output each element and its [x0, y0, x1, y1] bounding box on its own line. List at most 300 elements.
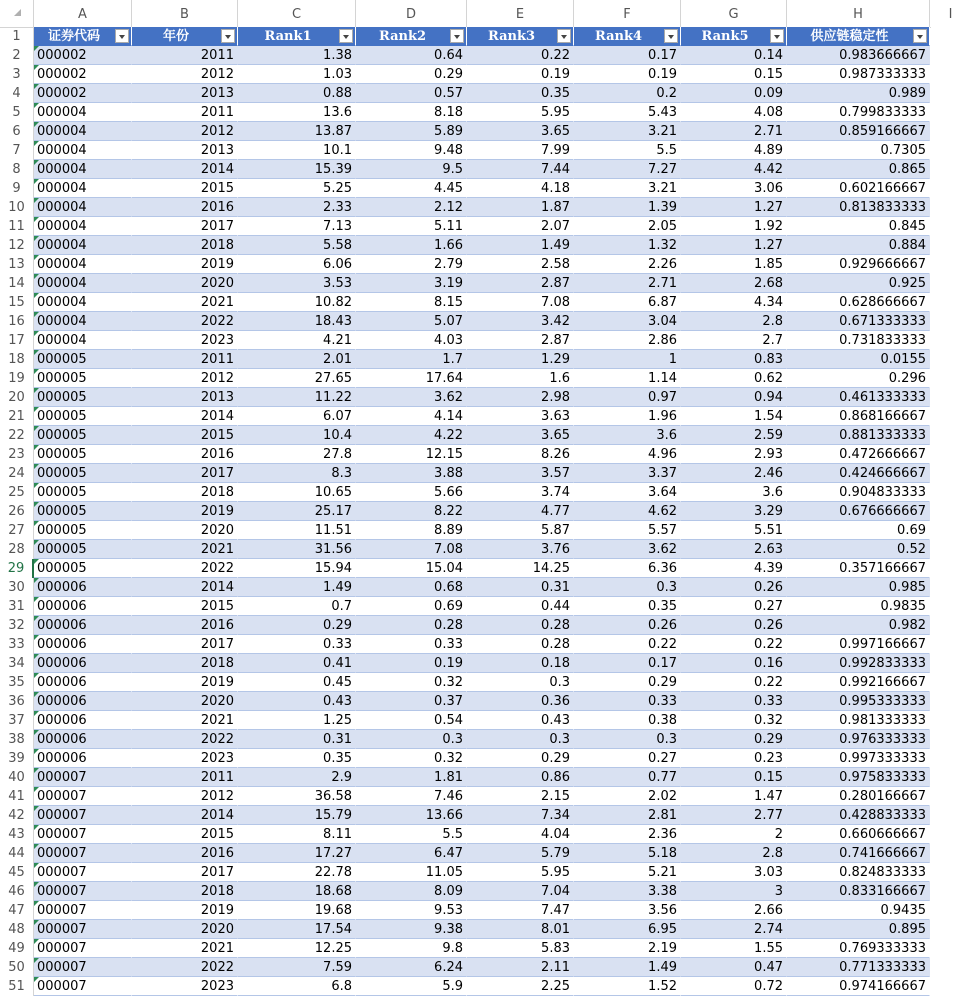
- table-cell[interactable]: 27.65: [238, 369, 356, 388]
- table-cell[interactable]: 7.46: [356, 787, 467, 806]
- table-cell[interactable]: 0.9435: [787, 901, 930, 920]
- table-cell[interactable]: 5.79: [467, 844, 574, 863]
- table-cell[interactable]: 0.35: [467, 84, 574, 103]
- table-cell[interactable]: 2.58: [467, 255, 574, 274]
- filter-dropdown-icon[interactable]: [450, 29, 464, 43]
- table-cell[interactable]: 0.280166667: [787, 787, 930, 806]
- table-cell[interactable]: 2017: [132, 217, 238, 236]
- table-cell[interactable]: 1.96: [574, 407, 681, 426]
- table-cell[interactable]: 0.86: [467, 768, 574, 787]
- table-cell[interactable]: 2.63: [681, 540, 787, 559]
- table-cell[interactable]: 4.42: [681, 160, 787, 179]
- table-cell[interactable]: 0.38: [574, 711, 681, 730]
- table-cell[interactable]: 2023: [132, 749, 238, 768]
- table-cell[interactable]: 0.628666667: [787, 293, 930, 312]
- table-cell[interactable]: 2022: [132, 559, 238, 578]
- table-cell[interactable]: 3.57: [467, 464, 574, 483]
- table-cell[interactable]: 2.87: [467, 274, 574, 293]
- table-cell[interactable]: 3.65: [467, 122, 574, 141]
- row-header[interactable]: 6: [0, 122, 34, 141]
- table-cell[interactable]: 4.62: [574, 502, 681, 521]
- stock-code-cell[interactable]: 000006: [34, 597, 132, 616]
- table-cell[interactable]: 15.94: [238, 559, 356, 578]
- table-cell[interactable]: 5.9: [356, 977, 467, 996]
- table-cell[interactable]: 0.22: [467, 46, 574, 65]
- table-cell[interactable]: 2021: [132, 939, 238, 958]
- table-cell[interactable]: 12.15: [356, 445, 467, 464]
- table-cell[interactable]: 2023: [132, 977, 238, 996]
- table-cell[interactable]: 18.68: [238, 882, 356, 901]
- row-header[interactable]: 9: [0, 179, 34, 198]
- table-cell[interactable]: 2.33: [238, 198, 356, 217]
- stock-code-cell[interactable]: 000007: [34, 787, 132, 806]
- table-cell[interactable]: 3.56: [574, 901, 681, 920]
- table-cell[interactable]: 3.37: [574, 464, 681, 483]
- stock-code-cell[interactable]: 000004: [34, 198, 132, 217]
- table-cell[interactable]: 5.07: [356, 312, 467, 331]
- table-cell[interactable]: 3.03: [681, 863, 787, 882]
- table-cell[interactable]: 1.92: [681, 217, 787, 236]
- filter-dropdown-icon[interactable]: [221, 29, 235, 43]
- table-cell[interactable]: 1.49: [238, 578, 356, 597]
- stock-code-cell[interactable]: 000005: [34, 350, 132, 369]
- table-cell[interactable]: 2.07: [467, 217, 574, 236]
- table-cell[interactable]: 2014: [132, 407, 238, 426]
- table-cell[interactable]: 2015: [132, 426, 238, 445]
- table-cell[interactable]: 3.21: [574, 179, 681, 198]
- filter-dropdown-icon[interactable]: [115, 29, 129, 43]
- table-cell[interactable]: 0.36: [467, 692, 574, 711]
- table-cell[interactable]: 0.19: [356, 654, 467, 673]
- table-cell[interactable]: 8.3: [238, 464, 356, 483]
- table-cell[interactable]: 2015: [132, 597, 238, 616]
- stock-code-cell[interactable]: 000005: [34, 464, 132, 483]
- table-cell[interactable]: 2011: [132, 46, 238, 65]
- table-cell[interactable]: 7.44: [467, 160, 574, 179]
- table-cell[interactable]: 0.31: [238, 730, 356, 749]
- row-header[interactable]: 29: [0, 559, 34, 578]
- stock-code-cell[interactable]: 000005: [34, 369, 132, 388]
- column-header-g[interactable]: G: [681, 0, 787, 27]
- table-cell[interactable]: 0.97: [574, 388, 681, 407]
- row-header[interactable]: 14: [0, 274, 34, 293]
- table-cell[interactable]: 2019: [132, 502, 238, 521]
- table-cell[interactable]: 9.53: [356, 901, 467, 920]
- table-cell[interactable]: 2022: [132, 730, 238, 749]
- table-cell[interactable]: 5.5: [574, 141, 681, 160]
- table-cell[interactable]: 18.43: [238, 312, 356, 331]
- table-cell[interactable]: 0.995333333: [787, 692, 930, 711]
- stock-code-cell[interactable]: 000004: [34, 103, 132, 122]
- row-header[interactable]: 7: [0, 141, 34, 160]
- stock-code-cell[interactable]: 000007: [34, 806, 132, 825]
- stock-code-cell[interactable]: 000004: [34, 255, 132, 274]
- table-cell[interactable]: 2.02: [574, 787, 681, 806]
- table-cell[interactable]: 0.602166667: [787, 179, 930, 198]
- table-cell[interactable]: 2015: [132, 179, 238, 198]
- table-cell[interactable]: 1.54: [681, 407, 787, 426]
- stock-code-cell[interactable]: 000005: [34, 502, 132, 521]
- table-cell[interactable]: 0.52: [787, 540, 930, 559]
- stock-code-cell[interactable]: 000005: [34, 559, 132, 578]
- table-cell[interactable]: 2.46: [681, 464, 787, 483]
- table-cell[interactable]: 4.22: [356, 426, 467, 445]
- row-header[interactable]: 37: [0, 711, 34, 730]
- table-cell[interactable]: 5.95: [467, 863, 574, 882]
- table-cell[interactable]: 2016: [132, 198, 238, 217]
- table-cell[interactable]: 0.974166667: [787, 977, 930, 996]
- row-header[interactable]: 3: [0, 65, 34, 84]
- table-cell[interactable]: 0.296: [787, 369, 930, 388]
- table-cell[interactable]: 0.799833333: [787, 103, 930, 122]
- table-cell[interactable]: 36.58: [238, 787, 356, 806]
- table-cell[interactable]: 1.55: [681, 939, 787, 958]
- table-header-cell[interactable]: [467, 27, 574, 46]
- table-cell[interactable]: 7.13: [238, 217, 356, 236]
- table-cell[interactable]: 0.7: [238, 597, 356, 616]
- table-cell[interactable]: 12.25: [238, 939, 356, 958]
- table-cell[interactable]: 0.54: [356, 711, 467, 730]
- table-cell[interactable]: 3.62: [356, 388, 467, 407]
- table-cell[interactable]: 5.43: [574, 103, 681, 122]
- table-cell[interactable]: 6.47: [356, 844, 467, 863]
- table-cell[interactable]: 2016: [132, 844, 238, 863]
- stock-code-cell[interactable]: 000005: [34, 426, 132, 445]
- table-cell[interactable]: 0.32: [356, 673, 467, 692]
- column-i-cells[interactable]: [931, 27, 972, 1000]
- row-header[interactable]: 13: [0, 255, 34, 274]
- table-cell[interactable]: 19.68: [238, 901, 356, 920]
- table-cell[interactable]: 4.03: [356, 331, 467, 350]
- stock-code-cell[interactable]: 000005: [34, 483, 132, 502]
- row-header[interactable]: 20: [0, 388, 34, 407]
- row-header[interactable]: 5: [0, 103, 34, 122]
- table-cell[interactable]: 0.45: [238, 673, 356, 692]
- table-cell[interactable]: 0.660666667: [787, 825, 930, 844]
- table-cell[interactable]: 2.7: [681, 331, 787, 350]
- stock-code-cell[interactable]: 000004: [34, 236, 132, 255]
- table-cell[interactable]: 0.676666667: [787, 502, 930, 521]
- stock-code-cell[interactable]: 000004: [34, 331, 132, 350]
- table-cell[interactable]: 2.19: [574, 939, 681, 958]
- row-header[interactable]: 12: [0, 236, 34, 255]
- table-cell[interactable]: 6.95: [574, 920, 681, 939]
- table-cell[interactable]: 1.87: [467, 198, 574, 217]
- table-cell[interactable]: 4.39: [681, 559, 787, 578]
- table-cell[interactable]: 0.3: [574, 730, 681, 749]
- table-cell[interactable]: 11.51: [238, 521, 356, 540]
- row-header[interactable]: 39: [0, 749, 34, 768]
- table-cell[interactable]: 4.96: [574, 445, 681, 464]
- row-header[interactable]: 10: [0, 198, 34, 217]
- table-cell[interactable]: 3.06: [681, 179, 787, 198]
- table-cell[interactable]: 0.2: [574, 84, 681, 103]
- table-cell[interactable]: 5.66: [356, 483, 467, 502]
- table-cell[interactable]: 2021: [132, 540, 238, 559]
- table-cell[interactable]: 0.26: [681, 616, 787, 635]
- table-cell[interactable]: 4.04: [467, 825, 574, 844]
- table-cell[interactable]: 5.57: [574, 521, 681, 540]
- table-cell[interactable]: 8.89: [356, 521, 467, 540]
- table-cell[interactable]: 0.47: [681, 958, 787, 977]
- table-cell[interactable]: 2022: [132, 958, 238, 977]
- table-cell[interactable]: 1.49: [574, 958, 681, 977]
- table-cell[interactable]: 0.3: [574, 578, 681, 597]
- stock-code-cell[interactable]: 000006: [34, 635, 132, 654]
- table-cell[interactable]: 0.29: [574, 673, 681, 692]
- row-header[interactable]: 27: [0, 521, 34, 540]
- stock-code-cell[interactable]: 000006: [34, 711, 132, 730]
- table-cell[interactable]: 10.4: [238, 426, 356, 445]
- row-header[interactable]: 45: [0, 863, 34, 882]
- row-header[interactable]: 40: [0, 768, 34, 787]
- table-cell[interactable]: 1.39: [574, 198, 681, 217]
- table-cell[interactable]: 2.71: [574, 274, 681, 293]
- filter-dropdown-icon[interactable]: [557, 29, 571, 43]
- table-cell[interactable]: 2.25: [467, 977, 574, 996]
- table-cell[interactable]: 5.87: [467, 521, 574, 540]
- table-cell[interactable]: 4.77: [467, 502, 574, 521]
- table-cell[interactable]: 0.0155: [787, 350, 930, 369]
- column-header-b[interactable]: B: [132, 0, 238, 27]
- table-cell[interactable]: 2.93: [681, 445, 787, 464]
- table-cell[interactable]: 1.27: [681, 236, 787, 255]
- table-cell[interactable]: 9.38: [356, 920, 467, 939]
- table-cell[interactable]: 2.26: [574, 255, 681, 274]
- table-cell[interactable]: 2: [681, 825, 787, 844]
- stock-code-cell[interactable]: 000002: [34, 46, 132, 65]
- table-header-cell[interactable]: [238, 27, 356, 46]
- row-header[interactable]: 33: [0, 635, 34, 654]
- table-cell[interactable]: 6.36: [574, 559, 681, 578]
- table-cell[interactable]: 0.57: [356, 84, 467, 103]
- stock-code-cell[interactable]: 000004: [34, 141, 132, 160]
- table-cell[interactable]: 1.52: [574, 977, 681, 996]
- table-header-cell[interactable]: [681, 27, 787, 46]
- table-cell[interactable]: 0.9835: [787, 597, 930, 616]
- table-cell[interactable]: 2.74: [681, 920, 787, 939]
- table-cell[interactable]: 2012: [132, 122, 238, 141]
- stock-code-cell[interactable]: 000005: [34, 521, 132, 540]
- table-cell[interactable]: 3.76: [467, 540, 574, 559]
- table-cell[interactable]: 0.884: [787, 236, 930, 255]
- table-cell[interactable]: 6.87: [574, 293, 681, 312]
- row-header[interactable]: 36: [0, 692, 34, 711]
- table-cell[interactable]: 3.65: [467, 426, 574, 445]
- row-header[interactable]: 22: [0, 426, 34, 445]
- table-cell[interactable]: 3.29: [681, 502, 787, 521]
- row-header[interactable]: 11: [0, 217, 34, 236]
- table-cell[interactable]: 7.04: [467, 882, 574, 901]
- table-cell[interactable]: 3.62: [574, 540, 681, 559]
- table-cell[interactable]: 2015: [132, 825, 238, 844]
- table-cell[interactable]: 1.25: [238, 711, 356, 730]
- table-cell[interactable]: 0.833166667: [787, 882, 930, 901]
- table-cell[interactable]: 3.63: [467, 407, 574, 426]
- table-cell[interactable]: 0.18: [467, 654, 574, 673]
- table-cell[interactable]: 2.9: [238, 768, 356, 787]
- table-cell[interactable]: 0.69: [787, 521, 930, 540]
- table-cell[interactable]: 17.64: [356, 369, 467, 388]
- table-cell[interactable]: 1.85: [681, 255, 787, 274]
- table-header-cell[interactable]: [574, 27, 681, 46]
- table-cell[interactable]: 2.36: [574, 825, 681, 844]
- table-cell[interactable]: 0.771333333: [787, 958, 930, 977]
- table-cell[interactable]: 0.983666667: [787, 46, 930, 65]
- table-cell[interactable]: 1.32: [574, 236, 681, 255]
- table-cell[interactable]: 4.89: [681, 141, 787, 160]
- table-cell[interactable]: 0.31: [467, 578, 574, 597]
- table-cell[interactable]: 0.17: [574, 46, 681, 65]
- stock-code-cell[interactable]: 000006: [34, 749, 132, 768]
- table-cell[interactable]: 0.29: [238, 616, 356, 635]
- table-cell[interactable]: 13.6: [238, 103, 356, 122]
- table-cell[interactable]: 0.895: [787, 920, 930, 939]
- table-cell[interactable]: 0.15: [681, 65, 787, 84]
- table-cell[interactable]: 7.08: [356, 540, 467, 559]
- table-cell[interactable]: 31.56: [238, 540, 356, 559]
- table-cell[interactable]: 0.997333333: [787, 749, 930, 768]
- table-cell[interactable]: 3.42: [467, 312, 574, 331]
- row-header[interactable]: 17: [0, 331, 34, 350]
- table-cell[interactable]: 0.904833333: [787, 483, 930, 502]
- table-cell[interactable]: 0.357166667: [787, 559, 930, 578]
- table-cell[interactable]: 2018: [132, 483, 238, 502]
- table-cell[interactable]: 0.33: [356, 635, 467, 654]
- table-cell[interactable]: 10.65: [238, 483, 356, 502]
- table-cell[interactable]: 5.25: [238, 179, 356, 198]
- table-cell[interactable]: 2.15: [467, 787, 574, 806]
- table-cell[interactable]: 7.08: [467, 293, 574, 312]
- row-header[interactable]: 34: [0, 654, 34, 673]
- table-cell[interactable]: 2019: [132, 901, 238, 920]
- table-cell[interactable]: 10.82: [238, 293, 356, 312]
- table-cell[interactable]: 3.6: [574, 426, 681, 445]
- table-cell[interactable]: 2.87: [467, 331, 574, 350]
- table-cell[interactable]: 7.27: [574, 160, 681, 179]
- table-cell[interactable]: 0.19: [467, 65, 574, 84]
- table-cell[interactable]: 8.09: [356, 882, 467, 901]
- row-header[interactable]: 18: [0, 350, 34, 369]
- table-cell[interactable]: 1.38: [238, 46, 356, 65]
- table-cell[interactable]: 2.71: [681, 122, 787, 141]
- table-cell[interactable]: 2011: [132, 103, 238, 122]
- table-cell[interactable]: 9.5: [356, 160, 467, 179]
- table-cell[interactable]: 4.14: [356, 407, 467, 426]
- stock-code-cell[interactable]: 000005: [34, 540, 132, 559]
- table-cell[interactable]: 3.64: [574, 483, 681, 502]
- stock-code-cell[interactable]: 000007: [34, 863, 132, 882]
- stock-code-cell[interactable]: 000007: [34, 939, 132, 958]
- table-cell[interactable]: 2013: [132, 388, 238, 407]
- table-cell[interactable]: 0.14: [681, 46, 787, 65]
- stock-code-cell[interactable]: 000007: [34, 977, 132, 996]
- table-cell[interactable]: 2020: [132, 521, 238, 540]
- table-cell[interactable]: 2.59: [681, 426, 787, 445]
- table-cell[interactable]: 3.74: [467, 483, 574, 502]
- row-header[interactable]: 31: [0, 597, 34, 616]
- table-cell[interactable]: 8.11: [238, 825, 356, 844]
- table-cell[interactable]: 0.33: [681, 692, 787, 711]
- table-cell[interactable]: 0.997166667: [787, 635, 930, 654]
- table-cell[interactable]: 2011: [132, 350, 238, 369]
- table-cell[interactable]: 5.83: [467, 939, 574, 958]
- stock-code-cell[interactable]: 000007: [34, 768, 132, 787]
- table-cell[interactable]: 0.865: [787, 160, 930, 179]
- table-cell[interactable]: 0.731833333: [787, 331, 930, 350]
- table-cell[interactable]: 2018: [132, 236, 238, 255]
- table-cell[interactable]: 0.83: [681, 350, 787, 369]
- table-cell[interactable]: 1.81: [356, 768, 467, 787]
- table-cell[interactable]: 3.19: [356, 274, 467, 293]
- stock-code-cell[interactable]: 000006: [34, 673, 132, 692]
- table-cell[interactable]: 2.77: [681, 806, 787, 825]
- select-all-corner[interactable]: [0, 0, 34, 27]
- table-cell[interactable]: 0.881333333: [787, 426, 930, 445]
- row-header[interactable]: 51: [0, 977, 34, 996]
- table-cell[interactable]: 5.51: [681, 521, 787, 540]
- row-header[interactable]: 15: [0, 293, 34, 312]
- table-cell[interactable]: 0.69: [356, 597, 467, 616]
- stock-code-cell[interactable]: 000002: [34, 84, 132, 103]
- table-cell[interactable]: 0.925: [787, 274, 930, 293]
- table-cell[interactable]: 5.95: [467, 103, 574, 122]
- table-cell[interactable]: 0.987333333: [787, 65, 930, 84]
- table-cell[interactable]: 5.11: [356, 217, 467, 236]
- table-cell[interactable]: 27.8: [238, 445, 356, 464]
- table-cell[interactable]: 9.8: [356, 939, 467, 958]
- stock-code-cell[interactable]: 000005: [34, 445, 132, 464]
- column-header-a[interactable]: A: [34, 0, 132, 27]
- row-header[interactable]: 35: [0, 673, 34, 692]
- table-cell[interactable]: 2022: [132, 312, 238, 331]
- table-cell[interactable]: 15.79: [238, 806, 356, 825]
- table-cell[interactable]: 0.32: [356, 749, 467, 768]
- table-cell[interactable]: 8.26: [467, 445, 574, 464]
- table-cell[interactable]: 2017: [132, 635, 238, 654]
- table-cell[interactable]: 3.53: [238, 274, 356, 293]
- table-cell[interactable]: 2018: [132, 654, 238, 673]
- table-cell[interactable]: 0.976333333: [787, 730, 930, 749]
- table-cell[interactable]: 2019: [132, 673, 238, 692]
- table-cell[interactable]: 0.461333333: [787, 388, 930, 407]
- table-cell[interactable]: 13.66: [356, 806, 467, 825]
- row-header[interactable]: 44: [0, 844, 34, 863]
- row-header[interactable]: 42: [0, 806, 34, 825]
- row-header[interactable]: 1: [0, 27, 34, 46]
- row-header[interactable]: 49: [0, 939, 34, 958]
- table-cell[interactable]: 0.992166667: [787, 673, 930, 692]
- row-header[interactable]: 32: [0, 616, 34, 635]
- table-cell[interactable]: 8.01: [467, 920, 574, 939]
- table-cell[interactable]: 2013: [132, 84, 238, 103]
- table-cell[interactable]: 2.66: [681, 901, 787, 920]
- table-cell[interactable]: 6.07: [238, 407, 356, 426]
- table-cell[interactable]: 8.15: [356, 293, 467, 312]
- row-header[interactable]: 47: [0, 901, 34, 920]
- table-cell[interactable]: 0.23: [681, 749, 787, 768]
- column-header-i[interactable]: I: [948, 7, 953, 22]
- table-cell[interactable]: 3.04: [574, 312, 681, 331]
- table-cell[interactable]: 25.17: [238, 502, 356, 521]
- table-cell[interactable]: 0.769333333: [787, 939, 930, 958]
- table-cell[interactable]: 7.99: [467, 141, 574, 160]
- stock-code-cell[interactable]: 000007: [34, 825, 132, 844]
- stock-code-cell[interactable]: 000004: [34, 312, 132, 331]
- table-cell[interactable]: 5.58: [238, 236, 356, 255]
- table-cell[interactable]: 2.8: [681, 844, 787, 863]
- stock-code-cell[interactable]: 000007: [34, 920, 132, 939]
